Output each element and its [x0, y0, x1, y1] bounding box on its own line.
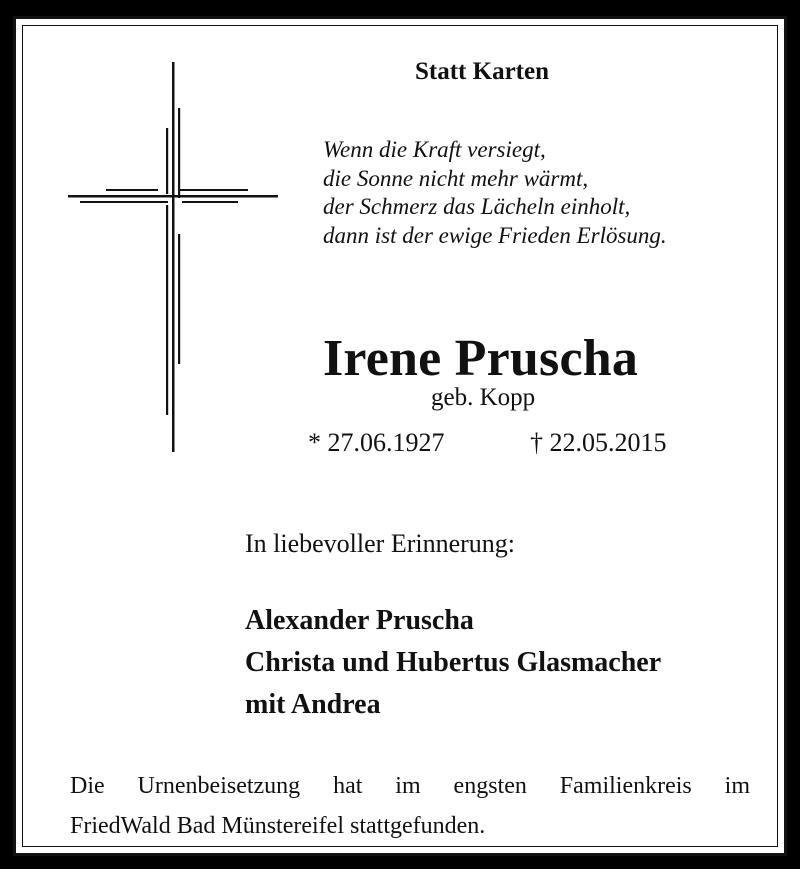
memory-text: In liebevoller Erinnerung: [245, 529, 516, 558]
mourner: Alexander Pruscha [245, 605, 474, 636]
deceased-name: Irene Pruscha [323, 330, 639, 387]
poem-line: der Schmerz das Lächeln einholt, [323, 194, 631, 219]
burial-note-line: Die Urnenbeisetzung hat im engsten Familienkreis im [70, 773, 750, 799]
death-date: † 22.05.2015 [530, 428, 667, 457]
birth-name: geb. Kopp [431, 384, 536, 411]
poem-line: Wenn die Kraft versiegt, [323, 137, 546, 162]
mourner: mit Andrea [245, 689, 381, 720]
mourner: Christa und Hubertus Glasmacher [245, 647, 662, 678]
burial-note [70, 766, 750, 846]
poem-line: die Sonne nicht mehr wärmt, [323, 165, 589, 191]
mourners-list [245, 600, 661, 726]
poem [323, 136, 667, 250]
burial-note-line: FriedWald Bad Münstereifel stattgefunden. [70, 813, 486, 839]
obituary-frame [13, 16, 787, 856]
obituary-inner-border [22, 25, 778, 847]
statt-karten-heading: Statt Karten [415, 58, 549, 85]
poem-line: dann ist der ewige Frieden Erlösung. [323, 222, 667, 248]
birth-date: * 27.06.1927 [308, 428, 445, 457]
cross-icon [68, 62, 288, 452]
